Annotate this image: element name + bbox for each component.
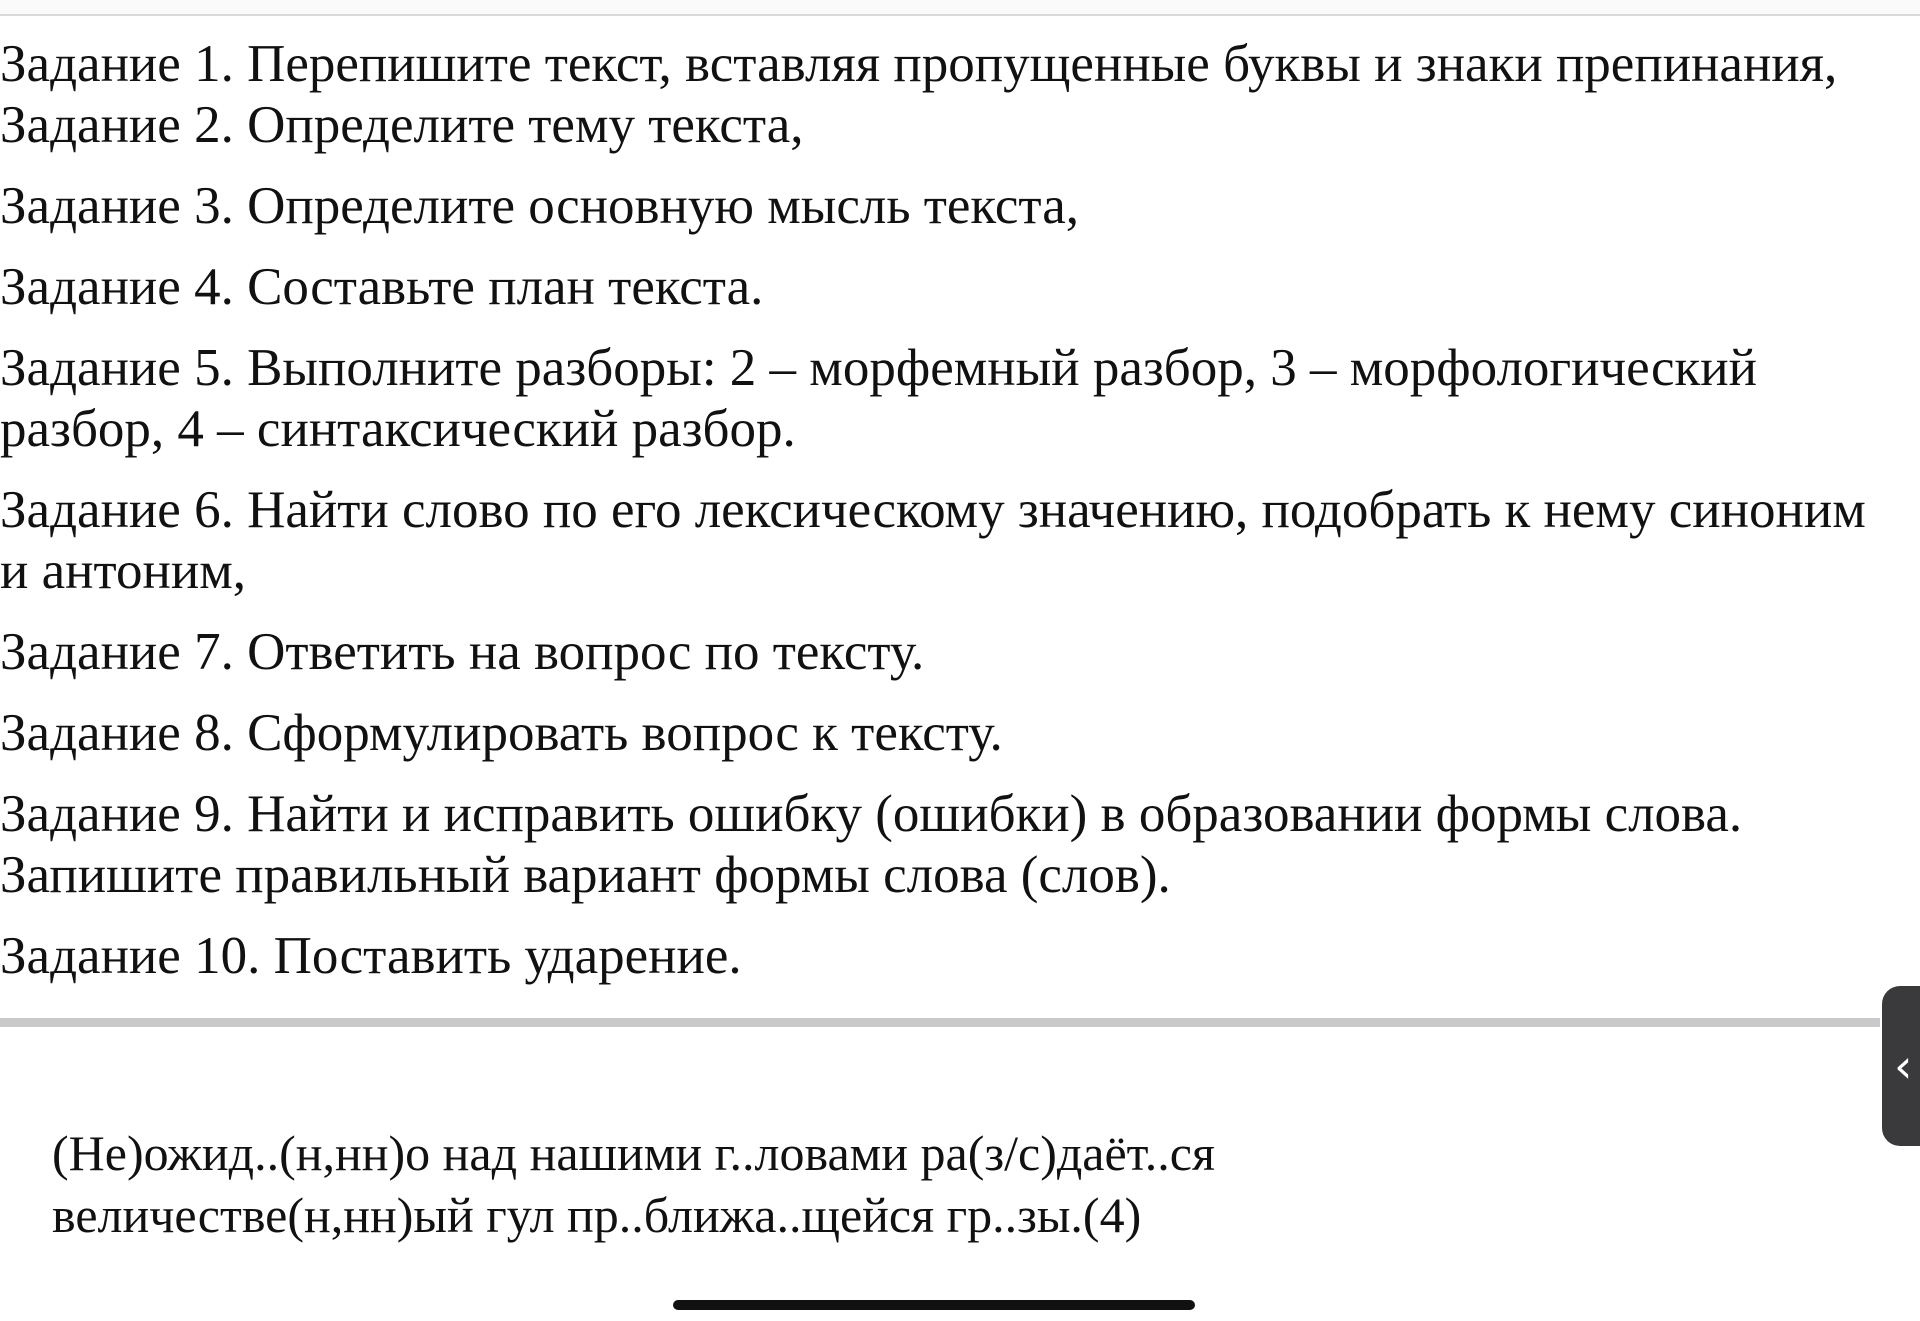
side-panel-tab[interactable] <box>1882 986 1920 1146</box>
task-item: Задание 1. Перепишите текст, вставляя пропущенные буквы и знаки препинания, Задание 2. Определите тему текста, <box>0 35 1851 154</box>
task-item: Задание 8. Сформулировать вопрос к тексту. <box>0 704 1003 762</box>
task-item: Задание 5. Выполните разборы: 2 – морфемный разбор, 3 – морфологический разбор, 4 – синтаксический разбор. <box>0 339 1771 458</box>
task-item: Задание 10. Поставить ударение. <box>0 927 742 985</box>
home-indicator[interactable] <box>673 1300 1195 1310</box>
task-item: Задание 9. Найти и исправить ошибку (ошибки) в образовании формы слова. Запишите правильный вариант формы слова (слов). <box>0 785 1756 904</box>
task-item: Задание 7. Ответить на вопрос по тексту. <box>0 623 925 681</box>
section-divider <box>0 1018 1880 1027</box>
top-edge <box>0 0 1920 16</box>
task-list <box>0 34 1900 1007</box>
task-item: Задание 4. Составьте план текста. <box>0 258 764 316</box>
excerpt-line: величестве(н,нн)ый гул пр..ближа..щейся гр..зы.(4) <box>52 1187 1142 1243</box>
task-item: Задание 3. Определите основную мысль текста, <box>0 177 1079 235</box>
chevron-left-icon: ‹ <box>1894 1039 1913 1093</box>
text-excerpt <box>52 1122 1652 1246</box>
task-item: Задание 6. Найти слово по его лексическому значению, подобрать к нему синоним и антоним, <box>0 481 1879 600</box>
excerpt-line: (Не)ожид..(н,нн)о над нашими г..ловами ра(з/с)даёт..ся <box>52 1125 1215 1181</box>
